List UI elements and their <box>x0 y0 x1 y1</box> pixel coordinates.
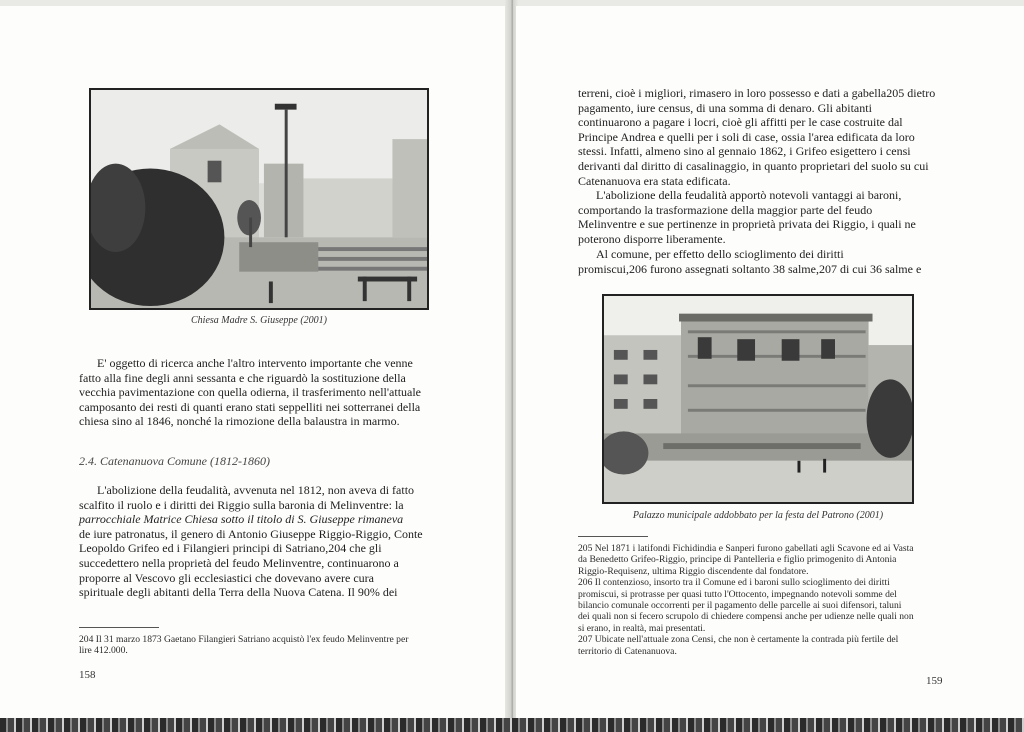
footnote-line: si erano, in realtà, mai presentati. <box>578 622 706 634</box>
footnote-rule <box>79 627 159 628</box>
text-line: vecchia pavimentazione con quella odierna, il trasferimento nell'attuale <box>79 385 422 400</box>
footnote-line: dei quali non si fecero scrupolo di chiedere compensi anche per udienze nelle quali non <box>578 611 914 623</box>
right-paragraph-1 <box>578 86 958 188</box>
text-line: Melinventre e sue pertinenze in proprietà privata dei Riggio, i quali ne <box>578 217 916 232</box>
left-page <box>0 6 508 718</box>
town-hall-photo <box>602 294 914 504</box>
text-line: stessi. Infatti, almeno sino al gennaio 1862, i Grifeo esigettero i censi <box>578 144 911 159</box>
text-line: Catenanuova era stata edificata. <box>578 173 731 188</box>
left-footnotes <box>79 634 441 657</box>
section-heading: 2.4. Catenanuova Comune (1812-1860) <box>79 454 270 468</box>
text-line: camposanto dei resti di quanti erano stati seppelliti nei sotterranei della <box>79 399 421 414</box>
right-paragraph-2 <box>578 188 958 246</box>
footnote-line: 204 Il 31 marzo 1873 Gaetano Filangieri Satriano acquistò l'ex feudo Melinventre per <box>79 634 409 645</box>
right-footnotes <box>578 543 968 657</box>
church-photo <box>89 88 429 310</box>
text-line: continuarono a pagare i locri, cioè gli affitti per le case costruite dal <box>578 115 903 130</box>
text-line: comportando la trasformazione della maggior parte del feudo <box>578 202 873 217</box>
church-photo-image <box>91 90 427 308</box>
text-line: de iure patronatus, il genero di Antonio Giuseppe Riggio-Riggio, Conte <box>79 526 423 541</box>
left-paragraph-1 <box>79 356 441 429</box>
left-paragraph-2 <box>79 483 441 600</box>
text-line: poterono disporre liberamente. <box>578 231 726 246</box>
text-line: spirituale degli abitanti della Terra della Nuova Catena. Il 90% dei <box>79 585 398 600</box>
text-line: chiesa sino al 1846, nonché la rimozione della balaustra in marmo. <box>79 414 400 429</box>
text-line: E' oggetto di ricerca anche l'altro intervento importante che venne <box>97 356 413 370</box>
footnote-line: bilancio comunale occorrenti per il pagamento delle parcelle ai suoi difensori, taluni <box>578 600 902 612</box>
text-line: promiscui,206 furono assegnati soltanto 38 salme,207 di cui 36 salme e <box>578 261 922 276</box>
footnote-line: 206 Il contenzioso, insorto tra il Comune ed i baroni sullo scioglimento dei diritti <box>578 577 890 589</box>
text-line: Principe Andrea e quelli per i soli di case, ossia l'area edificata da loro <box>578 129 915 144</box>
text-line: Leopoldo Grifeo ed i Filangieri principi di Satriano,204 che gli <box>79 541 382 556</box>
text-line: terreni, cioè i migliori, rimasero in loro possesso e dati a gabella205 dietro <box>578 86 936 100</box>
scan-bottom-edge <box>0 718 1024 732</box>
footnote-line: lire 412.000. <box>79 645 128 657</box>
text-line: fatto alla fine degli anni sessanta e che riguardò la sostituzione della <box>79 370 406 385</box>
town-hall-photo-image <box>604 296 912 502</box>
text-line: Al comune, per effetto dello scioglimento dei diritti <box>596 247 844 261</box>
text-line: succedettero nella proprietà del feudo Melinventre, continuarono a <box>79 555 399 570</box>
footnote-line: da Benedetto Grifeo-Riggio, principe di Pantelleria e figlio primogenito di Antonia <box>578 554 897 566</box>
church-photo-caption: Chiesa Madre S. Giuseppe (2001) <box>191 315 327 326</box>
text-line: parrocchiale Matrice Chiesa sotto il titolo di S. Giuseppe rimaneva <box>79 512 404 527</box>
text-line: L'abolizione della feudalità, avvenuta nel 1812, non aveva di fatto <box>97 483 415 497</box>
page-number: 158 <box>79 669 96 681</box>
text-line: derivanti dal diritto di casalinaggio, in quanto proprietari del suolo su cui <box>578 158 929 173</box>
text-line: scalfito il ruolo e i diritti dei Riggio sulla baronia di Melinventre: la <box>79 497 404 512</box>
text-line: L'abolizione della feudalità apportò notevoli vantaggi ai baroni, <box>596 188 902 202</box>
footnote-line: territorio di Catenanuova. <box>578 645 677 657</box>
footnote-line: 207 Ubicate nell'attuale zona Censi, che non è certamente la contrada più fertile del <box>578 634 899 646</box>
footnote-line: promiscui, si protrasse per quasi tutto l'Ottocento, impegnando notevoli somme del <box>578 588 897 600</box>
text-line: proporre al Vescovo gli ecclesiastici che dovevano avere cura <box>79 570 374 585</box>
page-number: 159 <box>926 675 943 687</box>
footnote-rule <box>578 536 648 537</box>
right-paragraph-3 <box>578 247 958 276</box>
text-line: pagamento, iure census, di una somma di denaro. Gli abitanti <box>578 100 872 115</box>
right-page <box>516 6 1024 718</box>
footnote-line: 205 Nel 1871 i latifondi Fichidindia e Sanperi furono gabellati agli Scavone ed ai Vasta <box>578 543 914 554</box>
town-hall-photo-caption: Palazzo municipale addobbato per la festa del Patrono (2001) <box>632 510 884 521</box>
footnote-line: Riggio-Requisenz, ultima Riggio discendente dal fondatore. <box>578 565 809 577</box>
